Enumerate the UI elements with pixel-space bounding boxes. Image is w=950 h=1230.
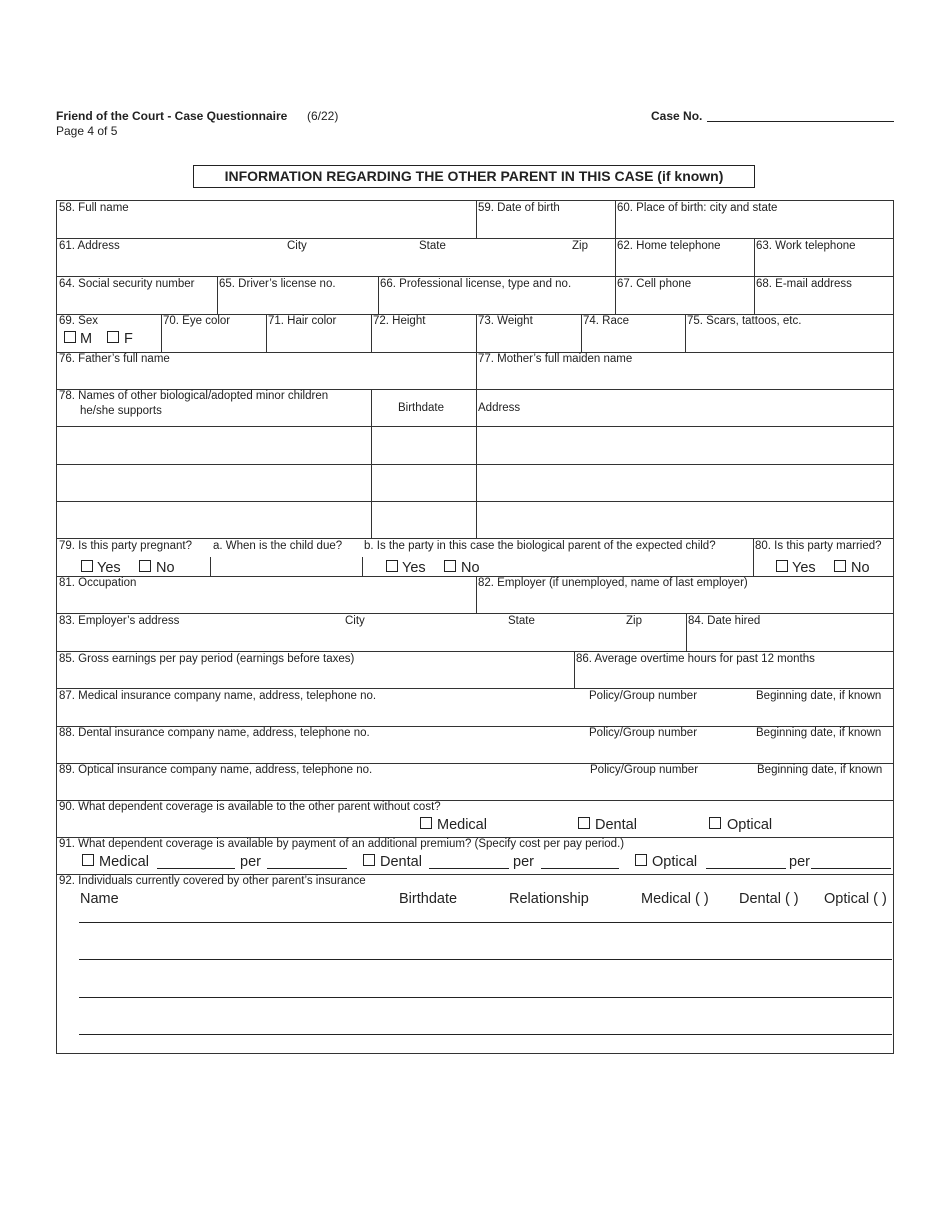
work-telephone-label: 63. Work telephone <box>756 240 856 252</box>
mothers-maiden-name-label: 77. Mother’s full maiden name <box>478 353 633 365</box>
coverage-premium-label: 91. What dependent coverage is available by payment of an additional premium? (Specify cost per pay period.) <box>59 838 625 850</box>
premium-optical-period-input[interactable] <box>811 868 891 869</box>
pregnant-yes-label: Yes <box>97 560 121 576</box>
premium-medical-label: Medical <box>99 854 149 870</box>
optical-beginning-label: Beginning date, if known <box>757 764 883 776</box>
occupation-label: 81. Occupation <box>59 577 137 589</box>
drivers-license-label: 65. Driver’s license no. <box>219 278 336 290</box>
eye-color-label: 70. Eye color <box>163 315 231 327</box>
dental-policy-label: Policy/Group number <box>589 727 698 739</box>
bio-parent-yes-label: Yes <box>402 560 426 576</box>
covered-relationship-header: Relationship <box>509 891 589 907</box>
pregnant-yes-checkbox[interactable] <box>81 560 93 572</box>
covered-row-2[interactable] <box>79 959 892 960</box>
height-label: 72. Height <box>373 315 426 327</box>
dental-beginning-label: Beginning date, if known <box>756 727 882 739</box>
race-label: 74. Race <box>583 315 630 327</box>
employer-state-label: State <box>508 615 535 627</box>
professional-license-label: 66. Professional license, type and no. <box>380 278 572 290</box>
form-title: Friend of the Court - Case Questionnaire <box>56 109 288 123</box>
date-hired-label: 84. Date hired <box>688 615 761 627</box>
premium-dental-label: Dental <box>380 854 422 870</box>
no-cost-optical-checkbox[interactable] <box>709 817 721 829</box>
address-label: 61. Address <box>59 240 120 252</box>
date-of-birth-label: 59. Date of birth <box>478 202 560 214</box>
other-children-label: 78. Names of other biological/adopted minor children <box>59 390 329 402</box>
premium-dental-period-input[interactable] <box>541 868 619 869</box>
home-telephone-label: 62. Home telephone <box>617 240 721 252</box>
address-state-label: State <box>419 240 446 252</box>
sex-label: 69. Sex <box>59 315 98 327</box>
pregnant-label: 79. Is this party pregnant? <box>59 540 192 552</box>
medical-policy-label: Policy/Group number <box>589 690 698 702</box>
sex-f-checkbox[interactable] <box>107 331 119 343</box>
premium-dental-cost-input[interactable] <box>429 868 509 869</box>
premium-optical-label: Optical <box>652 854 698 870</box>
covered-row-3[interactable] <box>79 997 892 998</box>
pregnant-no-label: No <box>156 560 175 576</box>
other-children-label-2: he/she supports <box>80 405 162 417</box>
address-zip-label: Zip <box>572 240 588 252</box>
hair-color-label: 71. Hair color <box>268 315 337 327</box>
sex-m-label: M <box>80 331 93 347</box>
case-no-label: Case No. <box>651 109 703 123</box>
premium-optical-per-label: per <box>789 854 810 870</box>
premium-optical-cost-input[interactable] <box>706 868 786 869</box>
premium-dental-checkbox[interactable] <box>363 854 375 866</box>
no-cost-medical-label: Medical <box>437 817 487 833</box>
covered-optical-header: Optical ( ) <box>824 891 887 907</box>
married-yes-checkbox[interactable] <box>776 560 788 572</box>
premium-dental-per-label: per <box>513 854 534 870</box>
dental-insurance-label: 88. Dental insurance company name, address, telephone no. <box>59 727 370 739</box>
no-cost-dental-label: Dental <box>595 817 637 833</box>
optical-insurance-label: 89. Optical insurance company name, address, telephone no. <box>59 764 373 776</box>
covered-dental-header: Dental ( ) <box>739 891 799 907</box>
covered-row-4[interactable] <box>79 1034 892 1035</box>
coverage-no-cost-label: 90. What dependent coverage is available to the other parent without cost? <box>59 801 441 813</box>
married-yes-label: Yes <box>792 560 816 576</box>
bio-parent-no-checkbox[interactable] <box>444 560 456 572</box>
no-cost-medical-checkbox[interactable] <box>420 817 432 829</box>
page-number: Page 4 of 5 <box>56 124 118 138</box>
sex-f-label: F <box>124 331 133 347</box>
optical-policy-label: Policy/Group number <box>590 764 699 776</box>
other-parent-form <box>56 200 894 1054</box>
employer-address-label: 83. Employer’s address <box>59 615 180 627</box>
premium-medical-cost-input[interactable] <box>157 868 235 869</box>
ssn-label: 64. Social security number <box>59 278 195 290</box>
gross-earnings-label: 85. Gross earnings per pay period (earnings before taxes) <box>59 653 355 665</box>
married-label: 80. Is this party married? <box>755 540 882 552</box>
covered-birthdate-header: Birthdate <box>399 891 458 907</box>
covered-row-1[interactable] <box>79 922 892 923</box>
premium-optical-checkbox[interactable] <box>635 854 647 866</box>
children-birthdate-header: Birthdate <box>398 402 445 414</box>
covered-medical-header: Medical ( ) <box>641 891 709 907</box>
employer-zip-label: Zip <box>626 615 642 627</box>
married-no-checkbox[interactable] <box>834 560 846 572</box>
medical-insurance-label: 87. Medical insurance company name, address, telephone no. <box>59 690 377 702</box>
married-no-label: No <box>851 560 870 576</box>
section-title: INFORMATION REGARDING THE OTHER PARENT IN THIS CASE (if known) <box>193 165 755 188</box>
form-revision: (6/22) <box>307 109 339 123</box>
covered-name-header: Name <box>80 891 119 907</box>
scars-tattoos-label: 75. Scars, tattoos, etc. <box>687 315 802 327</box>
covered-individuals-label: 92. Individuals currently covered by other parent’s insurance <box>59 875 366 887</box>
employer-label: 82. Employer (if unemployed, name of last employer) <box>478 577 748 589</box>
cell-phone-label: 67. Cell phone <box>617 278 692 290</box>
bio-parent-yes-checkbox[interactable] <box>386 560 398 572</box>
biological-parent-label: b. Is the party in this case the biological parent of the expected child? <box>364 540 716 552</box>
weight-label: 73. Weight <box>478 315 533 327</box>
no-cost-optical-label: Optical <box>727 817 773 833</box>
address-city-label: City <box>287 240 307 252</box>
premium-medical-checkbox[interactable] <box>82 854 94 866</box>
sex-m-checkbox[interactable] <box>64 331 76 343</box>
case-no-input[interactable] <box>707 121 894 122</box>
pregnant-no-checkbox[interactable] <box>139 560 151 572</box>
employer-city-label: City <box>345 615 365 627</box>
no-cost-dental-checkbox[interactable] <box>578 817 590 829</box>
email-label: 68. E-mail address <box>756 278 852 290</box>
bio-parent-no-label: No <box>461 560 480 576</box>
overtime-hours-label: 86. Average overtime hours for past 12 months <box>576 653 815 665</box>
full-name-label: 58. Full name <box>59 202 129 214</box>
premium-medical-per-label: per <box>240 854 261 870</box>
child-due-label: a. When is the child due? <box>213 540 343 552</box>
children-address-header: Address <box>478 402 521 414</box>
place-of-birth-label: 60. Place of birth: city and state <box>617 202 778 214</box>
fathers-name-label: 76. Father’s full name <box>59 353 170 365</box>
medical-beginning-label: Beginning date, if known <box>756 690 882 702</box>
premium-medical-period-input[interactable] <box>267 868 347 869</box>
